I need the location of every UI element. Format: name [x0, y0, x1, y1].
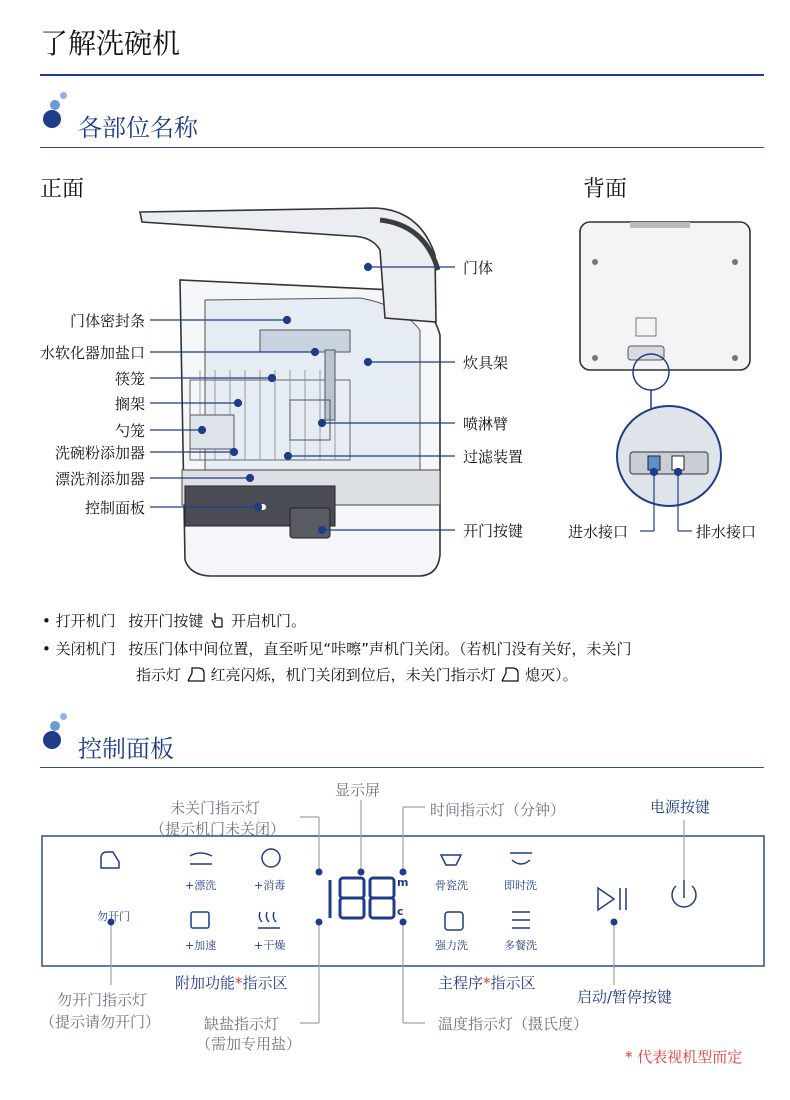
- section-title-parts: 各部位名称: [78, 114, 198, 142]
- label-shelf: 搁架: [114, 395, 145, 413]
- label-door: 门体: [463, 259, 494, 277]
- callout-salt: 缺盐指示灯: [204, 1015, 280, 1033]
- callout-door-unclosed-note: （提示机门未关闭）: [150, 820, 286, 838]
- panel-unit-m: m: [397, 876, 409, 889]
- callout-extra-func: 附加功能*指示区: [175, 974, 288, 992]
- callout-start-pause: 启动/暂停按键: [577, 988, 673, 1006]
- label-water-inlet: 进水接口: [568, 523, 629, 541]
- display-digits: [330, 870, 331, 871]
- callout-temp-indicator: 温度指示灯（摄氏度）: [438, 1015, 589, 1033]
- label-door-seal: 门体密封条: [69, 312, 145, 330]
- label-control-panel: 控制面板: [84, 499, 145, 517]
- page-title: 了解洗碗机: [40, 27, 181, 60]
- label-chopstick-basket: 筷笼: [114, 370, 145, 388]
- instruction-close: • 关闭机门 按压门体中间位置，直至听见“咔嚓”声机门关闭。（若机门没有关好，未关门: [42, 640, 632, 658]
- instruction-open-term: 打开机门: [55, 612, 116, 630]
- callout-display: 显示屏: [335, 781, 381, 799]
- instruction-close-term: 关闭机门: [55, 640, 116, 658]
- start-pause-button[interactable]: [592, 882, 634, 916]
- instruction-close-line1: 按压门体中间位置，直至听见“咔嚓”声机门关闭。（若机门没有关好，未关门: [128, 640, 632, 658]
- label-salt-inlet: 水软化器加盐口: [39, 344, 145, 362]
- panel-multi-label: 多餐洗: [504, 939, 537, 952]
- label-rinse-dispenser: 漂洗剂添加器: [54, 470, 145, 488]
- callout-door-unclosed: 未关门指示灯: [170, 799, 261, 817]
- instruction-close-b: 红亮闪烁，机门关闭到位后，未关门指示灯: [210, 666, 496, 684]
- label-detergent-dispenser: 洗碗粉添加器: [54, 444, 145, 462]
- instruction-close-c: 熄灭）。: [525, 666, 578, 684]
- callout-no-open: 勿开门指示灯: [57, 991, 148, 1009]
- label-water-drain: 排水接口: [696, 523, 757, 541]
- power-button[interactable]: [666, 876, 702, 912]
- panel-bone-china-label: 骨瓷洗: [435, 879, 468, 892]
- callout-main-program: 主程序*指示区: [438, 974, 536, 992]
- callout-no-open-note: （提示请勿开门）: [40, 1013, 161, 1031]
- callout-time-indicator: 时间指示灯（分钟）: [430, 801, 566, 819]
- panel-speed-label: +加速: [185, 939, 217, 952]
- footnote: * 代表视机型而定: [625, 1048, 743, 1066]
- callout-power-button: 电源按键: [650, 798, 711, 816]
- label-cookware-rack: 炊具架: [463, 354, 509, 372]
- panel-sterilize-label: +消毒: [254, 879, 286, 892]
- panel-instant-label: 即时洗: [504, 879, 537, 892]
- section-title-panel: 控制面板: [78, 735, 174, 763]
- back-label: 背面: [583, 177, 628, 202]
- panel-unit-c: c: [397, 905, 404, 918]
- instruction-open-after: 开启机门。: [231, 612, 307, 630]
- label-filter: 过滤装置: [463, 448, 524, 466]
- label-spoon-basket: 勺笼: [114, 422, 145, 440]
- instruction-open: • 打开机门 按开门按键 开启机门。: [42, 612, 307, 630]
- panel-rinse-label: +漂洗: [185, 879, 217, 892]
- callout-salt-note: （需加专用盐）: [196, 1035, 302, 1053]
- instruction-open-before: 按开门按键: [128, 612, 204, 630]
- instruction-close-a: 指示灯: [136, 666, 182, 684]
- front-label: 正面: [40, 177, 85, 202]
- label-door-open-button: 开门按键: [463, 522, 524, 540]
- panel-no-open-label: 勿开门: [97, 910, 130, 923]
- panel-strong-label: 强力洗: [435, 939, 468, 952]
- panel-dry-label: +干燥: [254, 939, 286, 952]
- label-spray-arm: 喷淋臂: [463, 415, 509, 433]
